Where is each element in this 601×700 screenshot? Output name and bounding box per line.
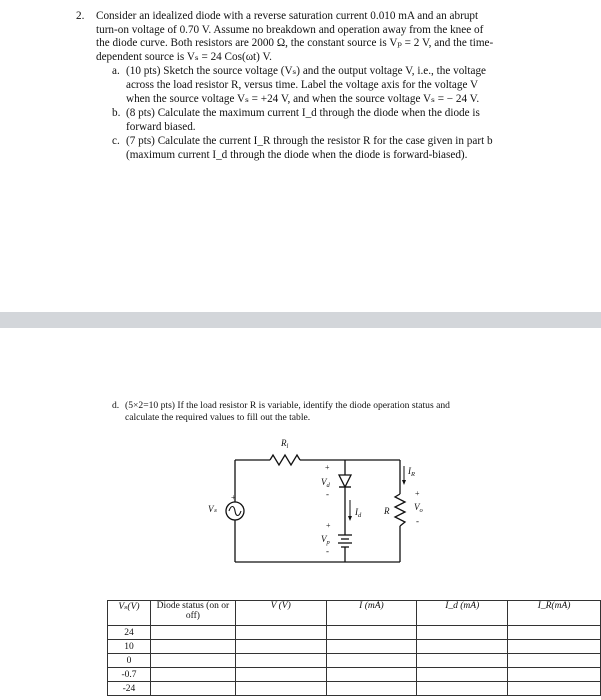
empty-cell[interactable]	[326, 654, 417, 668]
vd-plus: +	[325, 463, 330, 472]
empty-cell[interactable]	[326, 682, 417, 696]
part-line: when the source voltage Vₛ = +24 V, and when the source voltage Vₛ = − 24 V.	[126, 92, 480, 105]
part-c	[112, 135, 556, 162]
part-line: (10 pts) Sketch the source voltage (Vₛ) and the output voltage V, i.e., the voltage	[126, 65, 487, 78]
vs-label: Vₛ	[208, 504, 217, 514]
empty-cell[interactable]	[417, 640, 508, 654]
part-c-label: c.	[112, 135, 120, 148]
empty-cell[interactable]	[150, 668, 235, 682]
table-row	[108, 654, 601, 668]
part-line: forward biased.	[126, 120, 196, 133]
part-line: (maximum current I_d through the diode when the diode is forward-biased).	[126, 148, 468, 161]
table-row	[108, 682, 601, 696]
empty-cell[interactable]	[235, 626, 326, 640]
current-arrow-icon	[348, 516, 352, 521]
empty-cell[interactable]	[417, 668, 508, 682]
ir-label: $I_R$	[408, 466, 415, 478]
diode-icon	[339, 475, 351, 487]
part-a-label: a.	[112, 65, 120, 78]
vp-minus: -	[326, 546, 329, 556]
part-d-line: calculate the required values to fill out the table.	[125, 412, 311, 423]
results-table	[107, 600, 601, 696]
intro-line: the diode curve. Both resistors are 2000 Ω, the constant source is Vₚ = 2 V, and the time-	[96, 37, 494, 50]
table-row	[108, 668, 601, 682]
empty-cell[interactable]	[508, 668, 601, 682]
vp-label: $V_p$	[321, 534, 330, 546]
empty-cell[interactable]	[326, 668, 417, 682]
ir-arrow-icon	[402, 480, 406, 485]
empty-cell[interactable]	[150, 682, 235, 696]
vd-minus: -	[326, 489, 329, 499]
vp-plus: +	[326, 521, 331, 530]
vs-cell: 0	[108, 654, 151, 668]
resistor-r	[395, 494, 405, 526]
vs-cell: -0.7	[108, 668, 151, 682]
vs-cell: 24	[108, 626, 151, 640]
header-ir: I_R(mA)	[508, 601, 601, 626]
page-divider-band	[0, 312, 601, 328]
vs-cell: 10	[108, 640, 151, 654]
intro-line: turn-on voltage of 0.70 V. Assume no breakdown and operation away from the knee of	[96, 23, 484, 36]
part-d-label: d.	[112, 400, 120, 411]
r1-label: $R_l$	[281, 438, 289, 450]
part-line: across the load resistor R, versus time. Label the voltage axis for the voltage V	[126, 78, 479, 91]
vo-minus: -	[416, 516, 419, 526]
empty-cell[interactable]	[150, 640, 235, 654]
empty-cell[interactable]	[150, 626, 235, 640]
id-label: $I_d$	[355, 507, 362, 519]
empty-cell[interactable]	[326, 640, 417, 654]
r-label: R	[384, 506, 390, 516]
part-a	[112, 65, 556, 106]
empty-cell[interactable]	[508, 654, 601, 668]
empty-cell[interactable]	[508, 640, 601, 654]
empty-cell[interactable]	[326, 626, 417, 640]
question-2	[76, 10, 556, 163]
part-line: (8 pts) Calculate the maximum current I_d through the diode when the diode is	[126, 107, 480, 120]
header-vs: Vₛ(V)	[108, 601, 151, 626]
intro-line: dependent source is Vₛ = 24 Cos(ωt) V.	[96, 50, 272, 63]
empty-cell[interactable]	[417, 626, 508, 640]
header-i: I (mA)	[326, 601, 417, 626]
part-d-line: (5×2=10 pts) If the load resistor R is variable, identify the diode operation status and	[125, 400, 450, 411]
resistor-r1	[270, 455, 300, 465]
empty-cell[interactable]	[508, 626, 601, 640]
header-diode-status: Diode status (on or off)	[150, 601, 235, 626]
part-line: (7 pts) Calculate the current I_R through the resistor R for the case given in part b	[126, 135, 493, 148]
vs-cell: -24	[108, 682, 151, 696]
vs-plus: +	[231, 493, 236, 502]
header-v: V (V)	[235, 601, 326, 626]
question-number: 2.	[76, 10, 85, 22]
circuit-diagram	[200, 430, 440, 590]
empty-cell[interactable]	[417, 654, 508, 668]
vo-label: $V_o$	[414, 502, 423, 514]
header-id: I_d (mA)	[417, 601, 508, 626]
part-b-label: b.	[112, 107, 121, 120]
empty-cell[interactable]	[235, 682, 326, 696]
empty-cell[interactable]	[150, 654, 235, 668]
table-row	[108, 640, 601, 654]
vo-plus: +	[415, 489, 420, 498]
question-intro	[96, 10, 556, 163]
vd-label: $V_d$	[321, 477, 330, 489]
part-d	[112, 400, 525, 424]
empty-cell[interactable]	[235, 668, 326, 682]
empty-cell[interactable]	[508, 682, 601, 696]
empty-cell[interactable]	[235, 654, 326, 668]
table-header-row	[108, 601, 601, 626]
empty-cell[interactable]	[235, 640, 326, 654]
empty-cell[interactable]	[417, 682, 508, 696]
intro-line: Consider an idealized diode with a reverse saturation current 0.010 mA and an abrupt	[96, 10, 479, 22]
part-b	[112, 107, 556, 134]
table-row	[108, 626, 601, 640]
